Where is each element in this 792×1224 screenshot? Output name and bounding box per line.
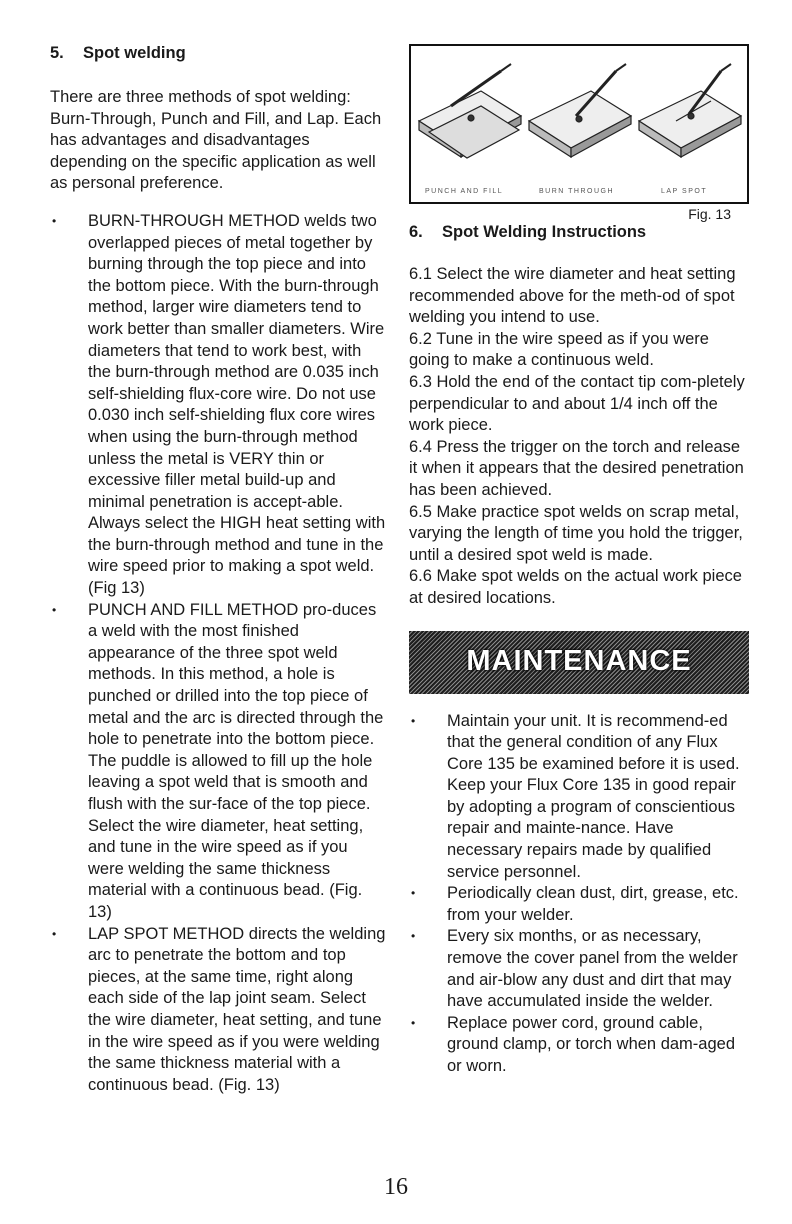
step-item: 6.1 Select the wire diameter and heat setting recommended above for the meth-od of spot welding you intend to use. (409, 265, 736, 327)
list-item (50, 211, 386, 600)
list-item (50, 924, 386, 1097)
section-6-number: 6. (409, 223, 423, 241)
bullet: • (52, 926, 57, 941)
list-item-text: Periodically clean dust, dirt, grease, etc. from your welder. (447, 884, 739, 924)
figure-13 (409, 44, 749, 204)
list-item (409, 711, 749, 884)
maintenance-banner (409, 631, 749, 694)
list-item (50, 600, 386, 924)
right-column (409, 44, 749, 1078)
maintenance-list (409, 711, 749, 1078)
list-item-text: BURN-THROUGH METHOD welds two overlapped pieces of metal together by burning through the top piece and into the bottom piece. With the burn-through method, larger wire diameters tend to work better than smaller diameters. Wire diameters that tend to work best, with the burn-through method are 0.035 inch self-shielding flux-core wire. Do not use 0.030 inch self-shielding flux core wires when using the burn-through method unless the metal is VERY thin or excessive filler metal build-up and minimal penetration is accept-able. Always select the HIGH heat setting with the burn-through method and tune in the wire speed prior to making a spot weld. (Fig 13) (88, 211, 386, 598)
list-item (409, 1013, 749, 1078)
spot-welding-steps (409, 264, 749, 610)
section-5-heading (50, 43, 386, 63)
step-item: 6.5 Make practice spot welds on scrap metal, varying the length of time you hold the trigger, until a desired spot weld is made. (409, 502, 743, 564)
figure-label: Fig. 13 (688, 206, 731, 222)
maintenance-title: MAINTENANCE (466, 645, 692, 678)
bullet: • (52, 602, 57, 617)
list-item (409, 883, 749, 926)
list-item-text: Maintain your unit. It is recommend-ed that the general condition of any Flux Core 135 be examined before it is used. Keep your Flux Core 135 in good repair by adopting a program of conscientious repair and mainte-nance. Have necessary repairs made by qualified service personnel. (447, 711, 740, 881)
list-item-text: PUNCH AND FILL METHOD pro-duces a weld with the most finished appearance of the three spot weld methods. In this method, a hole is punched or drilled into the top piece of metal and the arc is directed through the hole to penetrate into the bottom piece. The puddle is allowed to fill up the hole leaving a spot weld that is smooth and flush with the sur-face of the top piece. Select the wire diameter, heat setting, and tune in the wire speed as if you were welding the same thickness material with a continuous bead. (Fig. 13) (88, 600, 384, 921)
section-6-heading (409, 222, 749, 242)
section-6-title: Spot Welding Instructions (442, 223, 647, 241)
bullet: • (411, 886, 416, 901)
section-5-title: Spot welding (83, 44, 186, 62)
section-5-number: 5. (50, 44, 64, 62)
list-item (409, 926, 749, 1012)
step-item: 6.4 Press the trigger on the torch and release it when it appears that the desired penetration has been achieved. (409, 437, 744, 499)
spot-welding-methods-list (50, 211, 386, 1096)
step-item: 6.2 Tune in the wire speed as if you were going to make a continuous weld. (409, 329, 709, 370)
list-item-text: LAP SPOT METHOD directs the welding arc to penetrate the bottom and top pieces, at the same time, right along each side of the lap joint seam. Select the wire diameter, heat setting, and tune in the wire speed as if you were welding the same thickness material with a continuous bead. (Fig. 13) (88, 924, 386, 1094)
figure-caption-lap-spot: LAP SPOT (661, 188, 708, 195)
spot-weld-illustration (411, 46, 747, 202)
figure-caption-punch-and-fill: PUNCH AND FILL (425, 188, 504, 195)
step-item: 6.3 Hold the end of the contact tip com-pletely perpendicular to and about 1/4 inch off the work piece. (409, 372, 745, 435)
bullet: • (411, 713, 416, 728)
bullet: • (411, 1015, 416, 1030)
page-number: 16 (384, 1174, 408, 1200)
list-item-text: Every six months, or as necessary, remove the cover panel from the welder and air-blow any dust and dirt that may have accumulated inside the welder. (447, 927, 738, 1011)
list-item-text: Replace power cord, ground cable, ground clamp, or torch when dam-aged or worn. (447, 1013, 735, 1075)
bullet: • (52, 213, 57, 228)
left-column (50, 43, 386, 1096)
figure-caption-burn-through: BURN THROUGH (539, 188, 615, 195)
bullet: • (411, 929, 416, 944)
section-5-intro: There are three methods of spot welding: Burn-Through, Punch and Fill, and Lap. Each has advantages and disadvantages depending on the specific application as well as personal preference. (50, 88, 382, 193)
step-item: 6.6 Make spot welds on the actual work piece at desired locations. (409, 567, 742, 607)
